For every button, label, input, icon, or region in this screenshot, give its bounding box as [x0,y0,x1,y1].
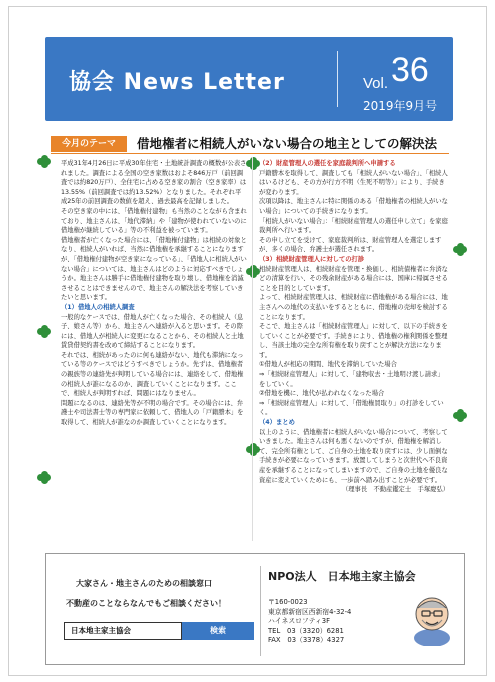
body-paragraph: 戸籍謄本を取得して、調査しても「相続人がいない場合」、「相続人はいるけども、その方が行方不明（生死不明等）」により、手続きが変わります。 [259,169,448,196]
clover-icon [246,443,260,457]
section-heading: （3）相続財産管理人に対しての打診 [259,255,365,263]
postal-code: 〒160-0023 [268,598,308,606]
body-paragraph: 「相続人がいない場合」：「相続財産管理人の選任申し立て」を家庭裁判所へ行います。 [259,217,448,235]
body-paragraph: 借地権者が亡くなった場合には、「借地権付建物」は相続の対象となり、相続人がいれば、当然に借地権を承継することになりますが、「借地権付建物が空き家になっている」、「借地人に相続人がいない場合」については、地主さんはどのように対応すべきでしょうか。地主さんは勝手に借地権付建物を取り壊し、借地権を消滅させることはできませんので、地主さんの解決法を考察していきたいと思います。 [61,236,247,302]
body-paragraph: 一般的なケースでは、借地人が亡くなった場合、その相続人（息子、娘さん等）から、地主さんへ連絡が入ると思います。その際には、借地人が相続人に変更になることから、その相続人と土地賃貸借契約書を改めて締結することになります。 [61,313,244,350]
contact-address [268,598,351,646]
clover-icon [453,243,467,257]
footer-divider [260,566,261,656]
newsletter-page [8,6,487,676]
body-paragraph: それでは、相続があったのに何も連絡がない、地代も滞納になっている等のケースではどうすべきでしょうか。先ずは、借地権者の親族等の連絡先が判明している場合には、連絡をして、借地権の相続人が誰になるのか、調査していくことになります。ここで、相続人が判明すれば、問題にはなりません。 [61,351,244,398]
right-column [259,159,449,539]
header-banner [45,37,453,121]
section-heading: （4）まとめ [259,419,295,427]
clover-icon [246,157,260,171]
clover-icon [37,155,51,169]
column-separator [252,157,253,541]
volume-number: 36 [391,51,429,89]
newsletter-title: 協会 News Letter [69,70,285,95]
body-paragraph: 次項以降は、地主さんに特に関係のある「借地権者の相続人がいない場合」についての手続きになります。 [259,198,448,215]
consult-subtitle: 不動産のことならなんでもご相談ください！ [66,599,226,608]
theme-underline [51,153,449,154]
mascot-icon [410,592,454,646]
search-input[interactable]: 日本地主家主協会 [64,622,182,640]
organization-name: NPO法人 日本地主家主協会 [268,570,416,583]
consult-title: 大家さん・地主さんのための相談窓口 [76,579,212,588]
list-item: ⇒「相続財産管理人」に対して、「借地権買取り」の打診をしていく。 [259,399,444,417]
body-paragraph: そこで、地主さんは「相続財産管理人」に対して、以下の手続きをしていくことが必要です。手続きにより、借地権の権利関係を整理し、当該土地の完全な所有権を取り戻すことが解決方法になります。 [259,323,448,359]
clover-icon [37,325,51,339]
theme-title: 借地権者に相続人がいない場合の地主としての解決法 [137,136,438,151]
section-heading: （2）財産管理人の選任を家庭裁判所へ申請する [259,160,396,167]
body-paragraph: 問題になるのは、連絡先等が不明の場合です。その場合には、弁護士や司法書士等の専門家に依頼して、借地人の「戸籍謄本」を取得して、相続人が誰なのか調査していくことになります。 [61,399,244,427]
phone-number: TEL 03（3320）6281 [268,626,344,635]
clover-icon [246,265,260,279]
clover-icon [453,409,467,423]
issue-date: 2019年9月号 [363,99,438,113]
body-paragraph: 相続財産管理人は、相続財産を管理・換価し、相続債権者に弁済などの清算を行い、その残余財産がある場合には、国庫に帰属させることを目的としています。 [259,265,448,292]
banner-divider [337,51,338,107]
volume-label: Vol. [363,75,389,92]
body-paragraph: その申し立てを受けて、家庭裁判所は、財産管理人を選定しますが、多くの場合、弁護士が選任されます。 [259,236,442,254]
body-paragraph: よって、相続財産管理人は、相続財産に借地権がある場合には、地主さんへの地代の支払いをするとともに、借地権の売却を検討することになります。 [259,294,448,321]
list-item: ⇒「相続財産管理人」に対して、「建物収去・土地明け渡し請求」をしていく。 [259,371,444,388]
footer-box [45,553,465,665]
body-paragraph: 平成31年4月26日に平成30年住宅・土地統計調査の概数が公表されました。調査による全国の空き家数はおよそ846万戸（前回調査では約820万戸）、全住宅に占める空き家の割合（空き家率）は13.55%（前回調査では約13.52%）となりました。それぞれ平成25年の前回調査の数値を超え、過去最高を記録しました。 [61,160,247,206]
list-item: ②借地を機に、地代が払われなくなった場合 [259,390,385,398]
body-paragraph: 以上のように、借地権者に相続人がいない場合について、考察していきました。地主さんは何も悪くないのですが、借地権を解消して、完全所有権として、ご自身の土地を取り戻すには、少し面倒な手続きが必要になっていきます。放置してしまうと次世代へ不良資産を承継することになってしまいますので、ご自身の土地を優良な資産に変えていくためにも、一歩前へ踏み出すことが必要です。 [259,428,448,484]
section-heading: （1）借地人の相続人調査 [61,303,135,311]
address-line: 東京都新宿区西新宿4-32-4 [268,607,352,616]
fax-number: FAX 03（3378）4327 [268,636,345,645]
theme-badge: 今月のテーマ [51,136,127,152]
clover-icon [37,471,51,485]
list-item: ①借地人が相応の期間、地代を滞納していた場合 [259,361,397,369]
address-line: ハイネスロフティ3F [268,617,330,626]
left-column [61,159,247,539]
search-button[interactable]: 検索 [182,622,254,640]
author-credit: （理事長 不動産鑑定士 手塚慶弘） [341,486,449,494]
body-paragraph: その空き家の中には、「借地権付建物」も当然のことながら含まれており、地主さんは、「地代滞納」や「建物が使われていないのに借地権が継続している」等の不利益を被っています。 [61,207,247,235]
